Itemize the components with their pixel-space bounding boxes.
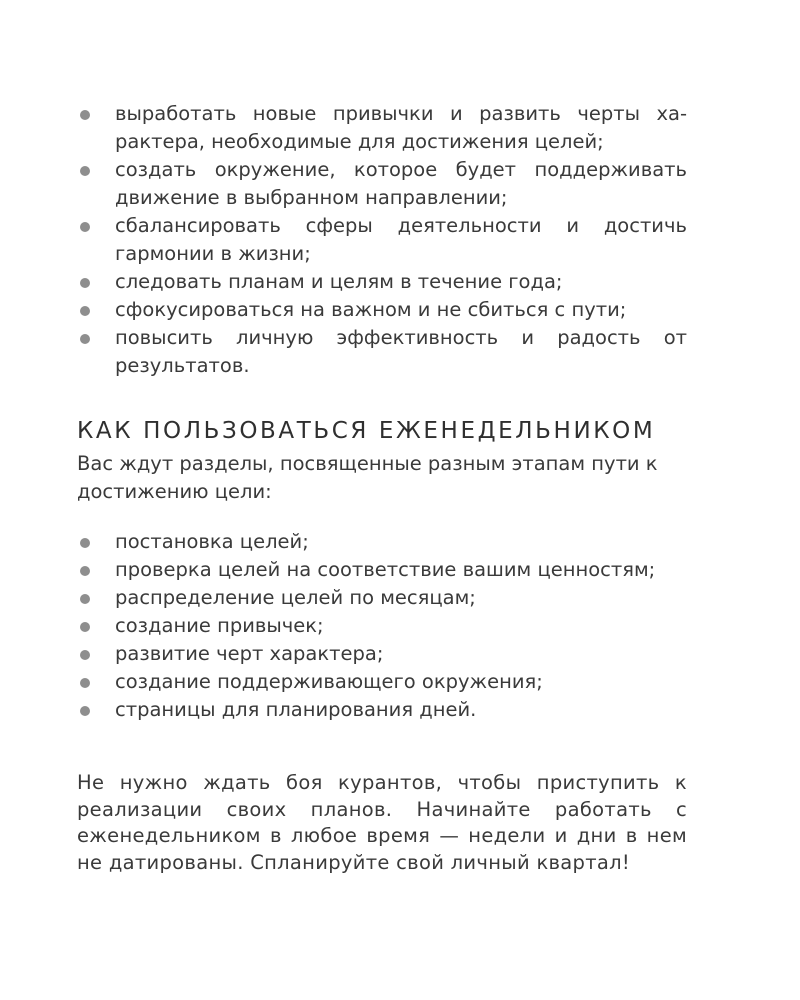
list-item xyxy=(77,212,687,268)
list-item-text: следовать планам и целям в течение года; xyxy=(115,270,563,293)
page-content xyxy=(77,100,687,876)
goals-list xyxy=(77,100,687,380)
list-item xyxy=(77,584,687,612)
list-item-text: страницы для планирования дней. xyxy=(115,698,477,721)
bullet-icon xyxy=(80,706,90,716)
list-item xyxy=(77,528,687,556)
bullet-icon xyxy=(80,306,90,316)
bullet-icon xyxy=(80,538,90,548)
list-item xyxy=(77,100,687,156)
bullet-icon xyxy=(80,334,90,344)
list-item xyxy=(77,640,687,668)
closing-paragraph: Не нужно ждать боя курантов, чтобы приступить к реализации своих планов. Начинайте работать с еженедельником в любое время — недели и дни в нем не датированы. Спланируйте свой личный квартал! xyxy=(77,771,687,874)
bullet-icon xyxy=(80,650,90,660)
list-item-text: создание поддерживающего окружения; xyxy=(115,670,543,693)
bullet-icon xyxy=(80,166,90,176)
list-item-text: распределение целей по месяцам; xyxy=(115,586,476,609)
bullet-icon xyxy=(80,678,90,688)
bullet-icon xyxy=(80,594,90,604)
bullet-icon xyxy=(80,622,90,632)
list-item-text: проверка целей на соответствие вашим ценностям; xyxy=(115,558,656,581)
list-item-text: выработать новые привычки и развить черты характера, необходимые для достижения целей; xyxy=(115,102,687,153)
section-heading: КАК ПОЛЬЗОВАТЬСЯ ЕЖЕНЕДЕЛЬНИКОМ xyxy=(77,418,656,444)
list-item-text: развитие черт характера; xyxy=(115,642,384,665)
list-item xyxy=(77,324,687,380)
bullet-icon xyxy=(80,222,90,232)
list-item-text: сфокусироваться на важном и не сбиться с пути; xyxy=(115,298,627,321)
list-item-text: создание привычек; xyxy=(115,614,324,637)
list-item-text: постановка целей; xyxy=(115,530,309,553)
list-item xyxy=(77,268,687,296)
list-item-text: сбалансировать сферы деятельности и достичь гармонии в жизни; xyxy=(115,214,687,265)
bullet-icon xyxy=(80,278,90,288)
sections-list xyxy=(77,528,687,724)
list-item xyxy=(77,296,687,324)
list-item xyxy=(77,612,687,640)
list-item xyxy=(77,668,687,696)
section-intro: Вас ждут разделы, посвященные разным этапам пути к достижению цели: xyxy=(77,452,658,503)
list-item xyxy=(77,156,687,212)
bullet-icon xyxy=(80,110,90,120)
list-item xyxy=(77,696,687,724)
list-item-text: создать окружение, которое будет поддерживать движение в выбранном направлении; xyxy=(115,158,687,209)
list-item xyxy=(77,556,687,584)
list-item-text: повысить личную эффективность и радость от результатов. xyxy=(115,326,687,377)
bullet-icon xyxy=(80,566,90,576)
